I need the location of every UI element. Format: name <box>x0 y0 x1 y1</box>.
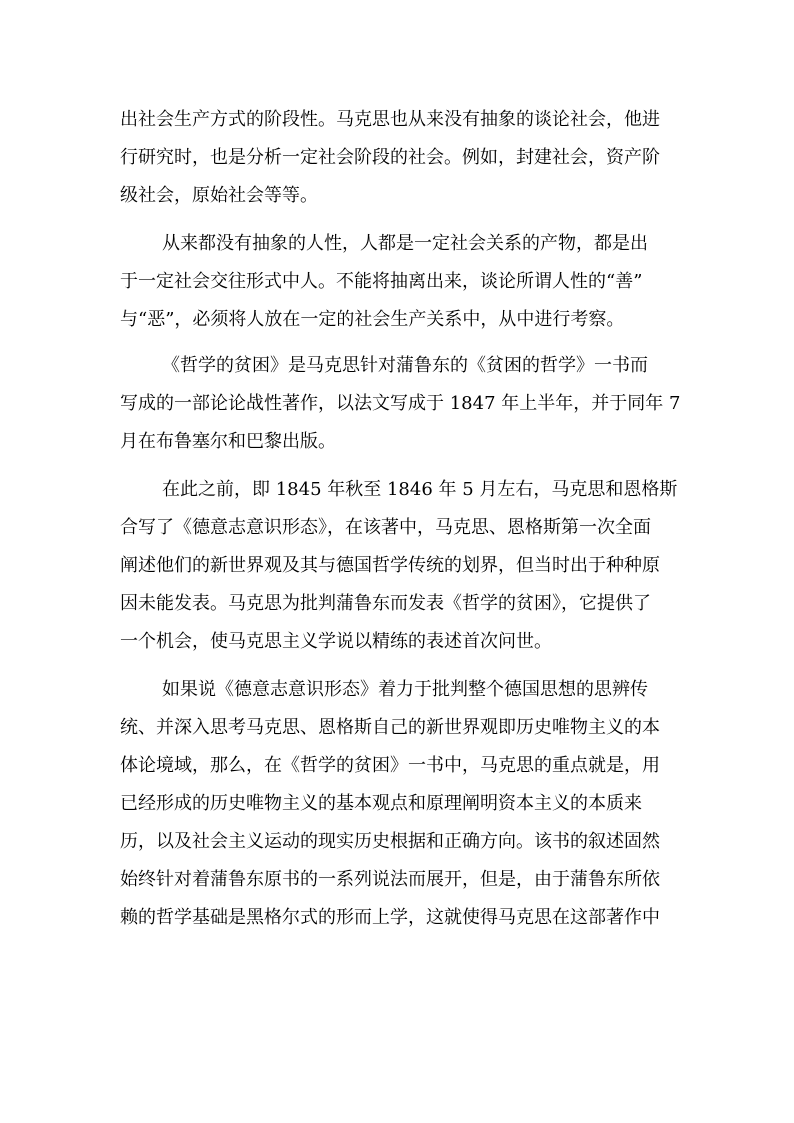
text-line: 体论境域，那么，在《哲学的贫困》一书中，马克思的重点就是，用 <box>120 755 660 776</box>
text-line: 因未能发表。马克思为批判蒲鲁东而发表《哲学的贫困》，它提供了 <box>120 593 651 614</box>
text-line: 合写了《德意志意识形态》，在该著中，马克思、恩格斯第一次全面 <box>120 517 651 538</box>
text-line: 已经形成的历史唯物主义的基本观点和原理阐明资本主义的本质来 <box>120 793 642 814</box>
text-line: 与“恶”，必须将人放在一定的社会生产关系中，从中进行考察。 <box>120 309 625 330</box>
paragraph-first-line: 从来都没有抽象的人性，人都是一定社会关系的产物，都是出 <box>162 233 648 254</box>
text-line: 历，以及社会主义运动的现实历史根据和正确方向。该书的叙述固然 <box>120 831 660 852</box>
text-line: 于一定社会交往形式中人。不能将抽离出来，谈论所谓人性的“善” <box>120 271 643 292</box>
text-line: 一个机会，使马克思主义学说以精练的表述首次问世。 <box>120 631 552 652</box>
text-line: 写成的一部论论战性著作，以法文写成于 1847 年上半年，并于同年 7 <box>120 393 680 414</box>
text-line: 阐述他们的新世界观及其与德国哲学传统的划界，但当时出于种种原 <box>120 555 660 576</box>
text-line: 级社会，原始社会等等。 <box>120 185 318 206</box>
paragraph-first-line: 《哲学的贫困》是马克思针对蒲鲁东的《贫困的哲学》一书而 <box>162 355 648 376</box>
paragraph-first-line: 在此之前，即 1845 年秋至 1846 年 5 月左右，马克思和恩格斯 <box>162 479 678 500</box>
text-line: 统、并深入思考马克思、恩格斯自己的新世界观即历史唯物主义的本 <box>120 717 660 738</box>
paragraph-first-line: 如果说《德意志意识形态》着力于批判整个德国思想的思辨传 <box>162 679 648 700</box>
text-line: 始终针对着蒲鲁东原书的一系列说法而展开，但是，由于蒲鲁东所依 <box>120 869 660 890</box>
text-line: 出社会生产方式的阶段性。马克思也从来没有抽象的谈论社会，他进 <box>120 109 660 130</box>
text-line: 行研究时，也是分析一定社会阶段的社会。例如，封建社会，资产阶 <box>120 147 660 168</box>
text-line: 月在布鲁塞尔和巴黎出版。 <box>120 431 336 452</box>
text-line: 赖的哲学基础是黑格尔式的形而上学，这就使得马克思在这部著作中 <box>120 907 660 928</box>
